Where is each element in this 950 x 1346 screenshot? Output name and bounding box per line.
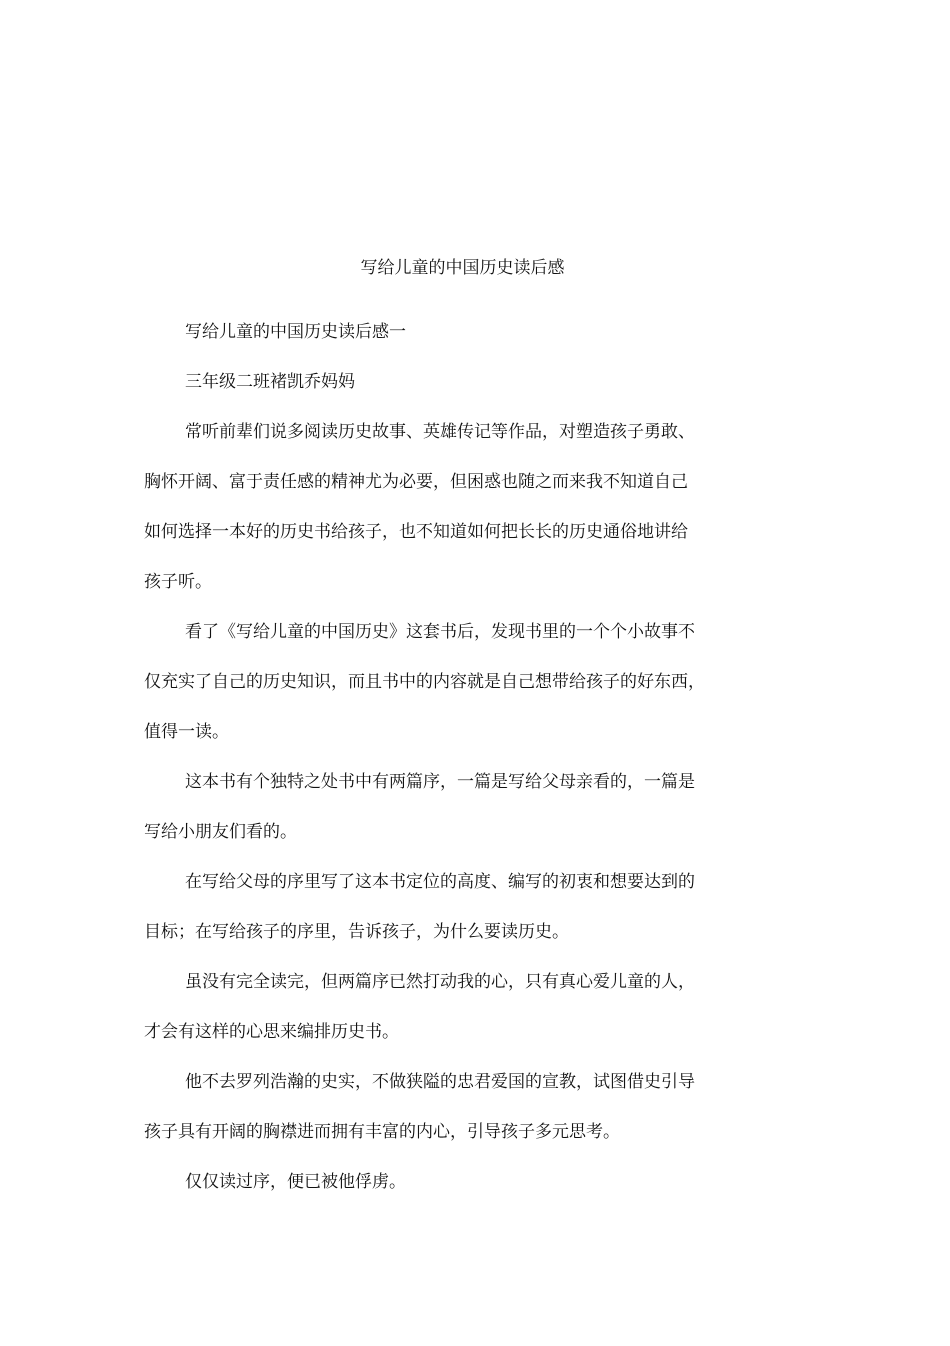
section-heading: 写给儿童的中国历史读后感一 (185, 322, 406, 342)
paragraph-line: 在写给父母的序里写了这本书定位的高度、编写的初衷和想要达到的 (185, 872, 695, 892)
author-line: 三年级二班褚凯乔妈妈 (185, 372, 355, 392)
paragraph-line: 这本书有个独特之处书中有两篇序，一篇是写给父母亲看的，一篇是 (185, 772, 695, 792)
paragraph-line: 看了《写给儿童的中国历史》这套书后，发现书里的一个个小故事不 (185, 622, 695, 642)
paragraph-line: 仅充实了自己的历史知识，而且书中的内容就是自己想带给孩子的好东西， (144, 672, 705, 692)
paragraph-line: 如何选择一本好的历史书给孩子，也不知道如何把长长的历史通俗地讲给 (144, 522, 688, 542)
paragraph-line: 孩子听。 (144, 572, 212, 592)
document-title: 写给儿童的中国历史读后感 (360, 258, 565, 278)
paragraph-line: 虽没有完全读完，但两篇序已然打动我的心，只有真心爱儿童的人， (185, 972, 695, 992)
paragraph-line: 胸怀开阔、富于责任感的精神尤为必要，但困惑也随之而来我不知道自己 (144, 472, 688, 492)
paragraph-line: 常听前辈们说多阅读历史故事、英雄传记等作品，对塑造孩子勇敢、 (185, 422, 695, 442)
paragraph-line: 写给小朋友们看的。 (144, 822, 297, 842)
paragraph-line: 孩子具有开阔的胸襟进而拥有丰富的内心，引导孩子多元思考。 (144, 1122, 620, 1142)
paragraph-line: 仅仅读过序，便已被他俘虏。 (185, 1172, 406, 1192)
paragraph-line: 他不去罗列浩瀚的史实，不做狭隘的忠君爱国的宣教，试图借史引导 (185, 1072, 695, 1092)
paragraph-line: 目标；在写给孩子的序里，告诉孩子，为什么要读历史。 (144, 922, 569, 942)
paragraph-line: 才会有这样的心思来编排历史书。 (144, 1022, 399, 1042)
paragraph-line: 值得一读。 (144, 722, 229, 742)
